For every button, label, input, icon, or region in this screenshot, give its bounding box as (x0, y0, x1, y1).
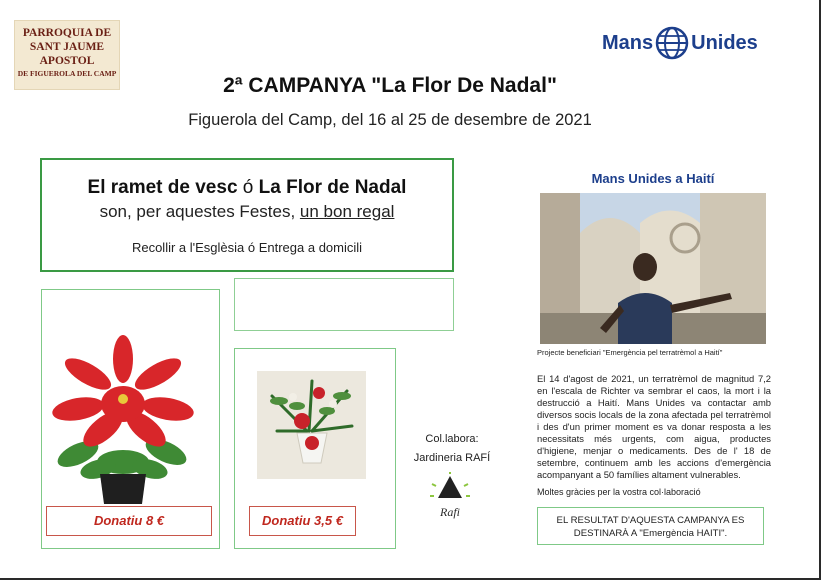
rafi-logo-text: Rafi (440, 505, 460, 519)
rafi-logo-icon (430, 472, 470, 524)
promo-subheading (42, 202, 452, 222)
haiti-body-text: El 14 d'agost de 2021, un terratrèmol de magnitud 7,2 en l'escala de Richter va sembrar el caos, la mort i la destrucció a Haití. Mans Unides va contactar amb diversos socis locals de la zona afectada pel terratrèmol i des d'un primer moment es va donar resposta a les necessitats més urgents, com aigua, productes d'higiene, menjar o medicaments. Des de l' 18 de setembre, continuem amb les accions d'emergència acompanyant a 50 famílies altament vulnerables. (537, 373, 771, 480)
mans-unides-logo (602, 26, 758, 60)
promo-box (40, 158, 454, 272)
thanks-text: Moltes gràcies per la vostra col·laboració (537, 487, 701, 497)
product-card-poinsettia (41, 289, 220, 549)
haiti-title: Mans Unides a Haití (591, 171, 715, 186)
parish-line-4: DE FIGUEROLA DEL CAMP (17, 69, 117, 78)
empty-box (234, 278, 454, 331)
globe-icon (655, 26, 689, 60)
page-title: 2ª CAMPANYA "La Flor De Nadal" (223, 74, 557, 97)
collaboration-block (408, 430, 496, 468)
page-subtitle: Figuerola del Camp, del 16 al 25 de desembre de 2021 (188, 111, 592, 129)
poinsettia-image (48, 334, 198, 506)
donation-label-3-5: Donatiu 3,5 € (249, 506, 356, 536)
photo-caption: Projecte beneficiari "Emergència pel terratrèmol a Haití" (537, 348, 723, 357)
promo-part-1: El ramet de vesc (87, 177, 238, 198)
collaboration-name: Jardineria RAFÍ (413, 452, 491, 464)
donation-label-8: Donatiu 8 € (46, 506, 212, 536)
promo-heading (42, 177, 452, 199)
promo-line2-start: son, per aquestes Festes, (99, 202, 300, 221)
promo-line2-underlined: un bon regal (299, 202, 395, 221)
brand-left: Mans (602, 31, 654, 54)
promo-conj: ó (237, 177, 259, 198)
collaboration-label: Col.labora: (425, 433, 479, 445)
mistletoe-bouquet-image (257, 371, 366, 479)
result-box (537, 507, 764, 545)
product-card-mistletoe (234, 348, 396, 549)
pickup-text: Recollir a l'Esglèsia ó Entrega a domicili (131, 240, 363, 255)
brand-right: Unides (691, 31, 758, 54)
parish-line-1: PARROQUIA DE (22, 27, 112, 39)
promo-part-2: La Flor de Nadal (258, 177, 407, 198)
parish-line-3: APOSTOL (39, 55, 95, 67)
parish-line-2: SANT JAUME (29, 41, 105, 53)
result-line-2: DESTINARÀ A "Emergència HAITI". (573, 528, 728, 539)
result-line-1: EL RESULTAT D'AQUESTA CAMPANYA ES (556, 515, 745, 526)
haiti-photo (540, 193, 766, 344)
